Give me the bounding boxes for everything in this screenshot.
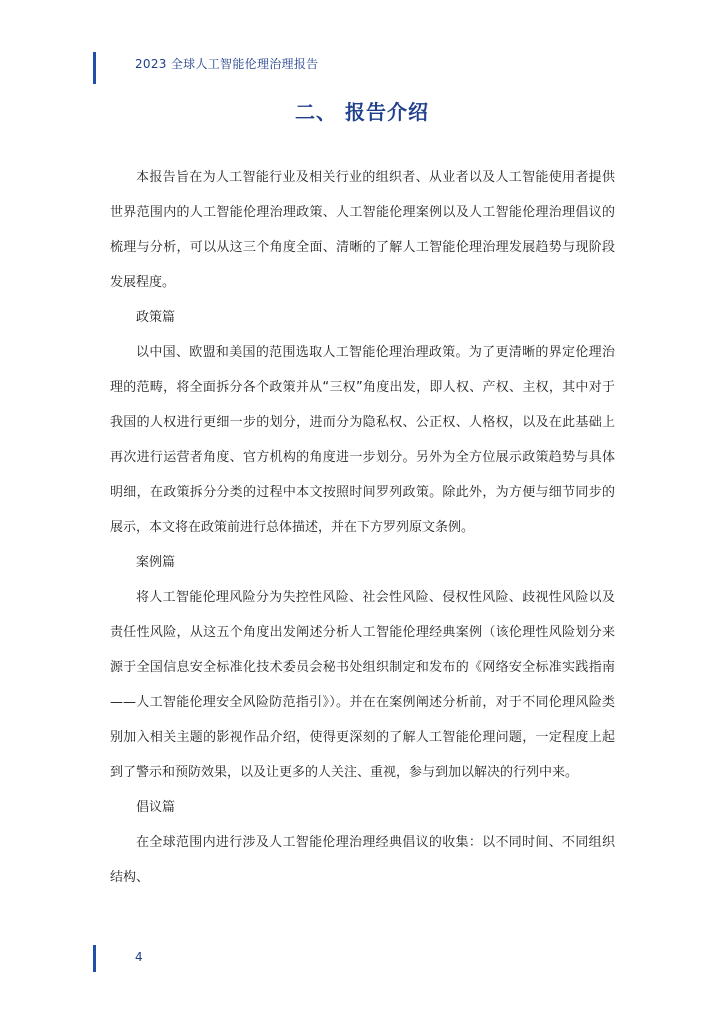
case-heading: 案例篇 bbox=[136, 555, 176, 570]
policy-heading: 政策篇 bbox=[136, 310, 176, 325]
page-number: 4 bbox=[135, 950, 143, 964]
header-accent-bar bbox=[93, 52, 96, 84]
initiative-paragraph: 在全球范围内进行涉及人工智能伦理治理经典倡议的收集：以不同时间、不同组织结构、 bbox=[110, 835, 615, 885]
case-paragraph: 将人工智能伦理风险分为失控性风险、社会性风险、侵权性风险、歧视性风险以及责任性风险，从这五个角度出发阐述分析人工智能伦理经典案例（该伦理性风险划分来源于全国信息安全标准化技术委员会秘书处组织制定和发布的《网络安全标准实践指南——人工智能伦理安全风险防范指引》）。并在在案例阐述分析前，对于不同伦理风险类别加入相关主题的影视作品介绍，使得更深刻的了解人工智能伦理问题，一定程度上起到了警示和预防效果，以及让更多的人关注、重视，参与到加以解决的行列中来。 bbox=[110, 590, 615, 780]
main-content bbox=[110, 160, 615, 895]
footer-accent-bar bbox=[93, 945, 96, 972]
section-title: 二、 报告介绍 bbox=[295, 100, 429, 124]
report-header-title: 2023 全球人工智能伦理治理报告 bbox=[135, 57, 319, 71]
intro-paragraph: 本报告旨在为人工智能行业及相关行业的组织者、从业者以及人工智能使用者提供世界范围内的人工智能伦理治理政策、人工智能伦理案例以及人工智能伦理治理倡议的梳理与分析，可以从这三个角度全面、清晰的了解人工智能伦理治理发展趋势与现阶段发展程度。 bbox=[110, 170, 615, 290]
policy-paragraph: 以中国、欧盟和美国的范围选取人工智能伦理治理政策。为了更清晰的界定伦理治理的范畴，将全面拆分各个政策并从“三权”角度出发，即人权、产权、主权，其中对于我国的人权进行更细一步的划分，进而分为隐私权、公正权、人格权，以及在此基础上再次进行运营者角度、官方机构的角度进一步划分。另外为全方位展示政策趋势与具体明细，在政策拆分分类的过程中本文按照时间罗列政策。除此外，为方便与细节同步的展示，本文将在政策前进行总体描述，并在下方罗列原文条例。 bbox=[110, 345, 615, 535]
initiative-heading: 倡议篇 bbox=[136, 800, 176, 815]
